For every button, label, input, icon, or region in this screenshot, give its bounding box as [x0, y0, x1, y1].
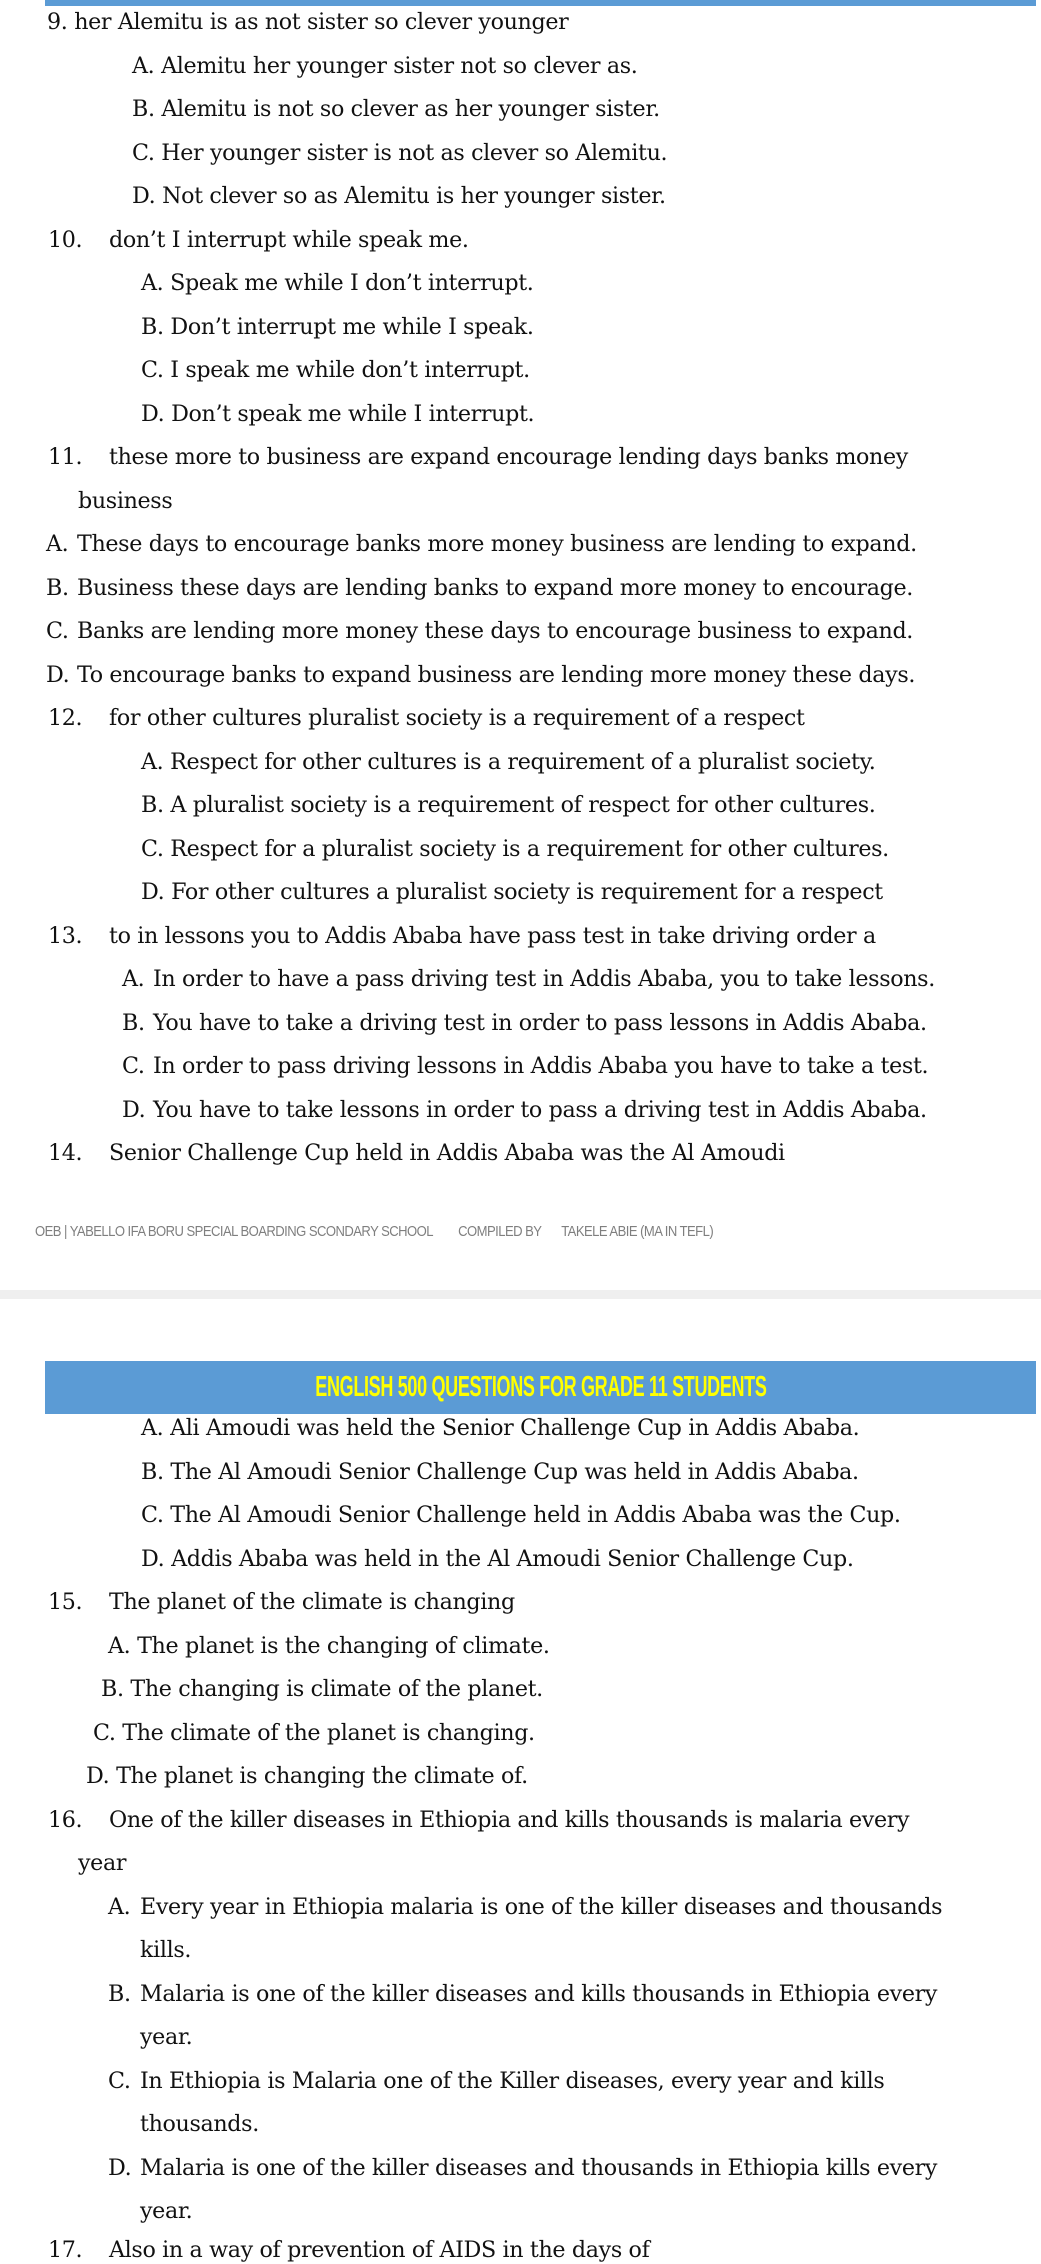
question-number: 16.	[48, 1807, 83, 1833]
option-10d: D. Don’t speak me while I interrupt.	[141, 401, 535, 427]
option-11b: B. Business these days are lending banks to expand more money to encourage.	[46, 575, 913, 601]
question-number: 17.	[48, 2237, 83, 2263]
option-10b: B. Don’t interrupt me while I speak.	[141, 314, 534, 340]
option-9c: C. Her younger sister is not as clever so Alemitu.	[132, 140, 668, 166]
option-15d: D. The planet is changing the climate of.	[86, 1763, 528, 1789]
option-16b-continuation: year.	[140, 2024, 193, 2050]
option-15a: A. The planet is the changing of climate.	[108, 1633, 550, 1659]
question-16	[48, 1806, 909, 1834]
option-14b: B. The Al Amoudi Senior Challenge Cup was held in Addis Ababa.	[141, 1459, 859, 1485]
question-text: her Alemitu is as not sister so clever younger	[74, 9, 569, 35]
question-text: Senior Challenge Cup held in Addis Ababa was the Al Amoudi	[109, 1140, 785, 1166]
option-16c-continuation: thousands.	[140, 2111, 259, 2137]
option-10a: A. Speak me while I don’t interrupt.	[141, 270, 534, 296]
question-11	[48, 443, 908, 471]
question-16-continuation: year	[78, 1850, 127, 1876]
option-12c: C. Respect for a pluralist society is a requirement for other cultures.	[141, 836, 889, 862]
question-14	[48, 1139, 785, 1167]
question-number: 11.	[48, 444, 83, 470]
question-text: these more to business are expand encourage lending days banks money	[109, 444, 908, 470]
option-11d: D. To encourage banks to expand business are lending more money these days.	[46, 662, 916, 688]
question-number: 10.	[48, 227, 83, 253]
question-text: Also in a way of prevention of AIDS in the days of	[109, 2237, 650, 2263]
option-15c: C. The climate of the planet is changing.	[93, 1720, 535, 1746]
page-top-accent-bar	[45, 0, 1036, 6]
option-9b: B. Alemitu is not so clever as her younger sister.	[132, 96, 660, 122]
question-10	[48, 226, 469, 254]
option-13b: B. You have to take a driving test in order to pass lessons in Addis Ababa.	[122, 1010, 927, 1036]
question-17-partial	[0, 2236, 1041, 2263]
option-16d: D. Malaria is one of the killer diseases and thousands in Ethiopia kills every	[108, 2155, 938, 2181]
question-15	[48, 1588, 515, 1616]
header-banner-title: ENGLISH 500 QUESTIONS FOR GRADE 11 STUDENTS	[314, 1371, 767, 1403]
question-number: 13.	[48, 923, 83, 949]
option-13c: C. In order to pass driving lessons in Addis Ababa you have to take a test.	[122, 1053, 929, 1079]
option-13d: D. You have to take lessons in order to pass a driving test in Addis Ababa.	[122, 1097, 927, 1123]
option-14d: D. Addis Ababa was held in the Al Amoudi Senior Challenge Cup.	[141, 1546, 854, 1572]
question-text: don’t I interrupt while speak me.	[109, 227, 469, 253]
page-footer	[35, 1224, 738, 1240]
question-12	[48, 704, 805, 732]
footer-compiled-by-label: COMPILED BY	[458, 1224, 542, 1240]
option-16a: A. Every year in Ethiopia malaria is one of the killer diseases and thousands	[108, 1894, 943, 1920]
option-11c: C. Banks are lending more money these days to encourage business to expand.	[46, 618, 913, 644]
option-12d: D. For other cultures a pluralist society is requirement for a respect	[141, 879, 883, 905]
question-text: to in lessons you to Addis Ababa have pass test in take driving order a	[109, 923, 876, 949]
question-number: 12.	[48, 705, 83, 731]
option-9a: A. Alemitu her younger sister not so clever as.	[132, 53, 638, 79]
option-12b: B. A pluralist society is a requirement of respect for other cultures.	[141, 792, 876, 818]
question-13	[48, 922, 876, 950]
footer-author: TAKELE ABIE (MA IN TEFL)	[561, 1224, 714, 1240]
question-text: for other cultures pluralist society is a requirement of a respect	[109, 705, 805, 731]
option-15b: B. The changing is climate of the planet.	[101, 1676, 543, 1702]
option-9d: D. Not clever so as Alemitu is her younger sister.	[132, 183, 666, 209]
question-9	[47, 8, 568, 36]
option-10c: C. I speak me while don’t interrupt.	[141, 357, 530, 383]
option-16d-continuation: year.	[140, 2198, 193, 2224]
footer-school: OEB | YABELLO IFA BORU SPECIAL BOARDING SCONDARY SCHOOL	[35, 1224, 433, 1240]
option-12a: A. Respect for other cultures is a requirement of a pluralist society.	[141, 749, 876, 775]
question-11-continuation: business	[78, 488, 173, 514]
option-13a: A. In order to have a pass driving test in Addis Ababa, you to take lessons.	[122, 966, 935, 992]
page-separator	[0, 1290, 1041, 1299]
header-banner	[45, 1361, 1036, 1414]
question-text: The planet of the climate is changing	[109, 1589, 515, 1615]
option-14c: C. The Al Amoudi Senior Challenge held in Addis Ababa was the Cup.	[141, 1502, 901, 1528]
question-text: One of the killer diseases in Ethiopia and kills thousands is malaria every	[109, 1807, 910, 1833]
question-number: 9.	[47, 9, 68, 35]
question-number: 15.	[48, 1589, 83, 1615]
question-number: 14.	[48, 1140, 83, 1166]
option-11a: A. These days to encourage banks more money business are lending to expand.	[46, 531, 917, 557]
option-16a-continuation: kills.	[140, 1937, 192, 1963]
option-16c: C. In Ethiopia is Malaria one of the Killer diseases, every year and kills	[108, 2068, 885, 2094]
option-16b: B. Malaria is one of the killer diseases and kills thousands in Ethiopia every	[108, 1981, 938, 2007]
option-14a: A. Ali Amoudi was held the Senior Challenge Cup in Addis Ababa.	[141, 1415, 860, 1441]
